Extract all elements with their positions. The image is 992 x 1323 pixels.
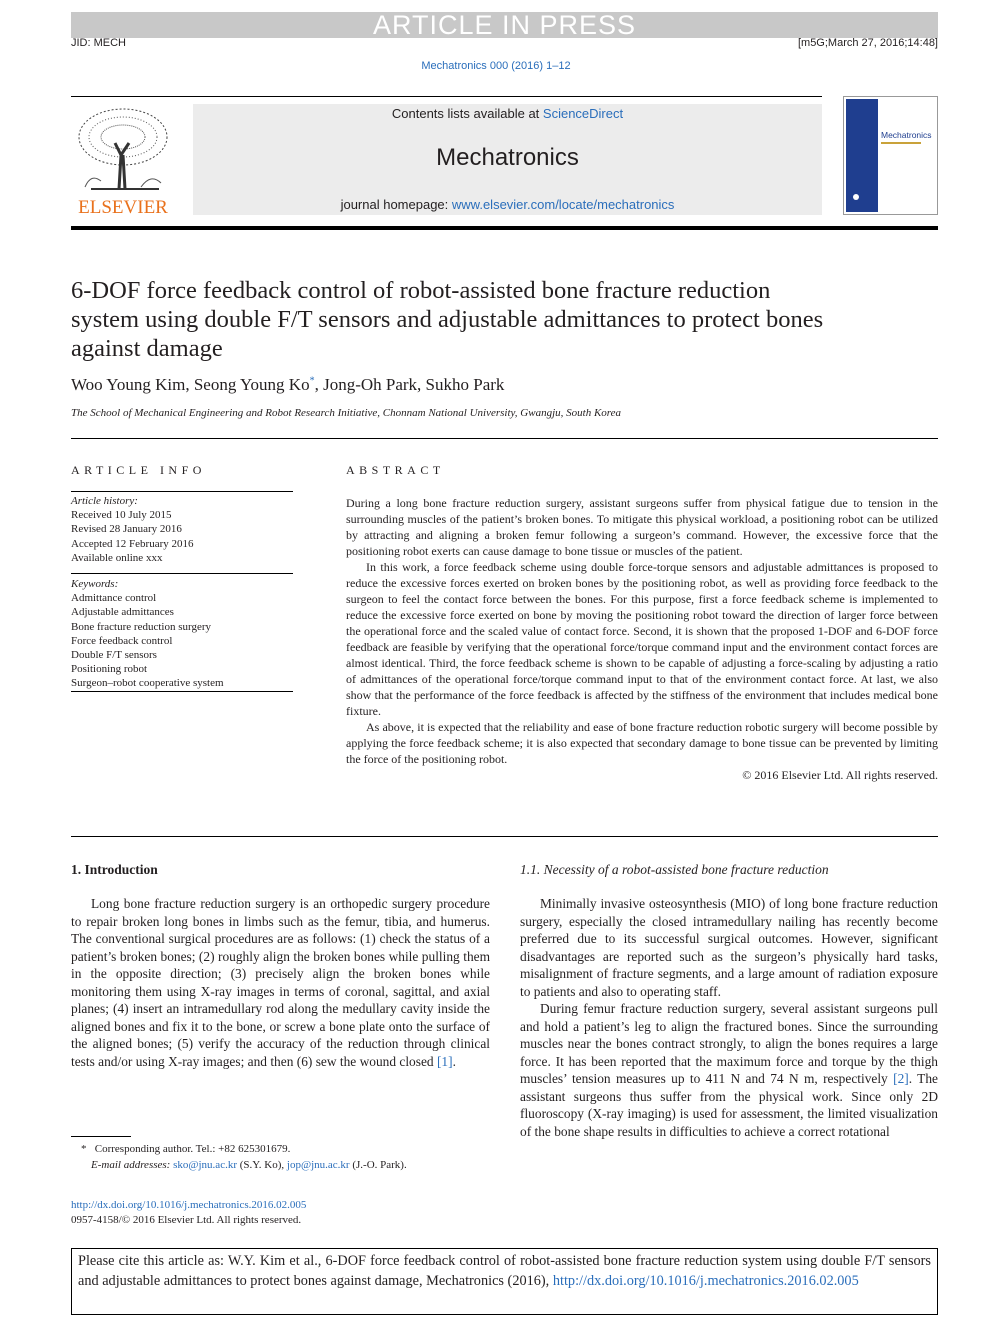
affiliation: The School of Mechanical Engineering and Robot Research Initiative, Chonnam National University, Gwangju, South Korea: [71, 407, 622, 419]
journal-title: Mechatronics: [436, 144, 579, 171]
keyword-item: Force feedback control: [71, 634, 173, 647]
email-link-2[interactable]: jop@jnu.ac.kr: [286, 1158, 350, 1171]
subsection-body: [520, 895, 938, 1140]
article-info-rule: [71, 491, 293, 492]
journal-cover-thumbnail[interactable]: [843, 96, 938, 215]
email-owner-1: (S.Y. Ko),: [237, 1158, 287, 1171]
reference-link-2[interactable]: [2]: [893, 1071, 909, 1086]
title-divider: [71, 438, 938, 439]
author-list: [71, 375, 504, 395]
abstract-paragraph: In this work, a force feedback scheme using double force-torque sensors and adjustable admittances is proposed to reduce the excessive forces exerted on broken bones by the positioning robot, as well as providing force feedback to the surgeon to feel the contact force between the bones. For this purpose, first a force feedback scheme is implemented to reduce the excessive force exerted on bone by moving the positioning robot toward the direction of larger force between the operational force and the scaled value of contact force. Second, it is shown that the proposed 1-DOF and 6-DOF force feedback are feasible by verifying that the operational force/torque command input and the environment contact forces are almost identical. Third, the force feedback scheme is shown to be capable of adjusting a force-scaling by adjusting a ratio of admittances of the operational force/torque command input to that of the environment contact force. At last, we also show that the performance of the force feedback is affected by the stiffness of the environment that includes medical bone fixture.: [346, 560, 938, 718]
journal-cover-icon: [844, 97, 937, 214]
issn-line: 0957-4158/© 2016 Elsevier Ltd. All rights reserved.: [71, 1213, 302, 1226]
footnote-rule: [71, 1136, 131, 1137]
reference-link-1[interactable]: [1]: [436, 1053, 453, 1069]
header-divider: [71, 226, 938, 230]
cover-journal-title: Mechatronics: [881, 130, 932, 140]
history-rule: [71, 573, 293, 574]
homepage-line: [193, 197, 822, 212]
abstract-paragraph: During a long bone fracture reduction surgery, assistant surgeons suffer from physical fatigue due to tension in the surrounding muscles of the patient’s broken bones. To mitigate this physical workload, a positioning robot can be utilized by attracting and aligning a broken femur following a surgeon’s command. However, the excessive force that the positioning robot exerts can cause damage to bone tissue or muscles of the patient.: [346, 496, 938, 558]
abstract-divider: [71, 836, 938, 837]
subsection-text: During femur fracture reduction surgery, several assistant surgeons pull and hold a patient’s leg to align the fractured bones. Since the surrounding muscles near the bones contract strongly, to align the bones requires a large force. It has been reported that the maximum force and torque by the thigh muscles’ tension measures up to 411 N and 74 N m, respectively: [520, 1001, 938, 1086]
keyword-item: Double F/T sensors: [71, 649, 157, 662]
authors-part-1: Woo Young Kim, Seong Young Ko: [71, 375, 310, 394]
history-item: Available online xxx: [71, 551, 163, 564]
article-title: 6-DOF force feedback control of robot-assisted bone fracture reduction system using double F/T sensors and adjustable admittances to protect bones against damage: [71, 277, 824, 362]
doi-link[interactable]: http://dx.doi.org/10.1016/j.mechatronics.2016.02.005: [71, 1199, 307, 1211]
history-item: Received 10 July 2015: [71, 509, 172, 522]
journal-id: JID: MECH: [71, 37, 126, 49]
footnotes: [71, 1142, 407, 1173]
abstract-heading: ABSTRACT: [346, 463, 445, 477]
introduction-body: [71, 895, 490, 1070]
copyright-line: © 2016 Elsevier Ltd. All rights reserved.: [742, 768, 938, 782]
keyword-item: Surgeon–robot cooperative system: [71, 677, 224, 690]
article-info-heading: ARTICLE INFO: [71, 463, 206, 477]
corresponding-author-mark[interactable]: *: [309, 375, 315, 387]
email-label: E-mail addresses:: [91, 1158, 171, 1171]
elsevier-tree-icon: [71, 103, 175, 217]
history-item: Accepted 12 February 2016: [71, 537, 194, 550]
email-note: [71, 1158, 407, 1174]
keyword-item: Adjustable admittances: [71, 606, 174, 619]
doi-block: [71, 1198, 306, 1227]
citation-text: [78, 1251, 931, 1291]
history-item: Revised 28 January 2016: [71, 523, 182, 536]
journal-homepage-link[interactable]: www.elsevier.com/locate/mechatronics: [451, 197, 675, 212]
keyword-item: Positioning robot: [71, 663, 148, 676]
introduction-heading: 1. Introduction: [71, 862, 158, 877]
contents-line: [193, 106, 822, 121]
contents-prefix: Contents lists available at: [391, 106, 543, 121]
citation-body: Please cite this article as: W.Y. Kim et al., 6-DOF force feedback control of robot-assisted bone fracture reduction system using double F/T sensors and adjustable admittances to protect bones against damage, Mechatronics (2016),: [78, 1253, 931, 1289]
keywords-rule: [71, 691, 293, 692]
subsection-text: . The assistant surgeons thus suffer from the physical work. Since only 2D fluoroscopy (X-ray imaging) is used for assessment, the limited visualization of the bone shape results in difficulties to achieve a correct rotational: [520, 1071, 938, 1139]
corresponding-author-text: Corresponding author. Tel.: +82 625301679.: [94, 1143, 291, 1155]
email-owner-2: (J.-O. Park).: [349, 1158, 407, 1171]
email-link-1[interactable]: sko@jnu.ac.kr: [173, 1158, 237, 1171]
article-history: [71, 494, 194, 565]
abstract-body: [346, 495, 938, 783]
history-label: Article history:: [71, 495, 138, 507]
intro-text-end: .: [452, 1053, 456, 1069]
publisher-wordmark: ELSEVIER: [78, 197, 168, 217]
homepage-prefix: journal homepage:: [340, 197, 452, 212]
subsection-paragraph: Minimally invasive osteosynthesis (MIO) of long bone fracture reduction surgery, especially the closed intramedullary nailing has recently become preferred due to its successful surgical outcomes. However, significant disadvantages are reported such as the surgeon’s physically hard tasks, misalignment of fracture segments, and a large amount of radiation exposure to patients and also to operating staff.: [520, 896, 938, 999]
keyword-item: Admittance control: [71, 592, 157, 605]
citation-doi-link[interactable]: http://dx.doi.org/10.1016/j.mechatronics.2016.02.005: [552, 1273, 859, 1289]
subsection-paragraph: [520, 1000, 938, 1140]
intro-paragraph: [71, 895, 490, 1070]
sciencedirect-link[interactable]: ScienceDirect: [542, 106, 624, 121]
subsection-heading: 1.1. Necessity of a robot-assisted bone fracture reduction: [520, 862, 829, 877]
article-in-press-banner: ARTICLE IN PRESS: [71, 12, 938, 38]
keywords-label: Keywords:: [71, 578, 119, 590]
authors-part-2: , Jong-Oh Park, Sukho Park: [314, 375, 505, 394]
keywords-list: [71, 577, 224, 691]
footnote-mark: *: [81, 1143, 87, 1155]
journal-reference-link[interactable]: Mechatronics 000 (2016) 1–12: [421, 60, 571, 72]
header-top-rule: [71, 96, 822, 97]
abstract-paragraph: As above, it is expected that the reliability and ease of bone fracture reduction robotic surgery will become possible by applying the force feedback scheme; it is also expected that secondary damage to bone tissue can be prevented by limiting the force of the positioning robot.: [346, 720, 938, 766]
intro-text: Long bone fracture reduction surgery is an orthopedic surgery procedure to repair broken long bones in limbs such as the femur, tibia, and humerus. The conventional surgical procedures are as follows: (1) check the status of a patient’s broken bones; (2) roughly align the broken bones while pulling them in the opposite direction; (3) precisely align the broken bones while monitoring them using X-ray images in terms of coronal, sagittal, and axial planes; (4) insert an intramedullary rod along the medullary cavity inside the aligned bones and fix it to the bone, or screw a bone plate onto the surface of the aligned bones; (5) verify the accuracy of the reduction through clinical tests and/or using X-ray images; and then (6) sew the wound closed: [71, 896, 490, 1069]
keyword-item: Bone fracture reduction surgery: [71, 620, 211, 633]
build-stamp: [m5G;March 27, 2016;14:48]: [797, 37, 938, 49]
corresponding-author-note: [71, 1142, 407, 1158]
elsevier-logo: [71, 103, 175, 217]
